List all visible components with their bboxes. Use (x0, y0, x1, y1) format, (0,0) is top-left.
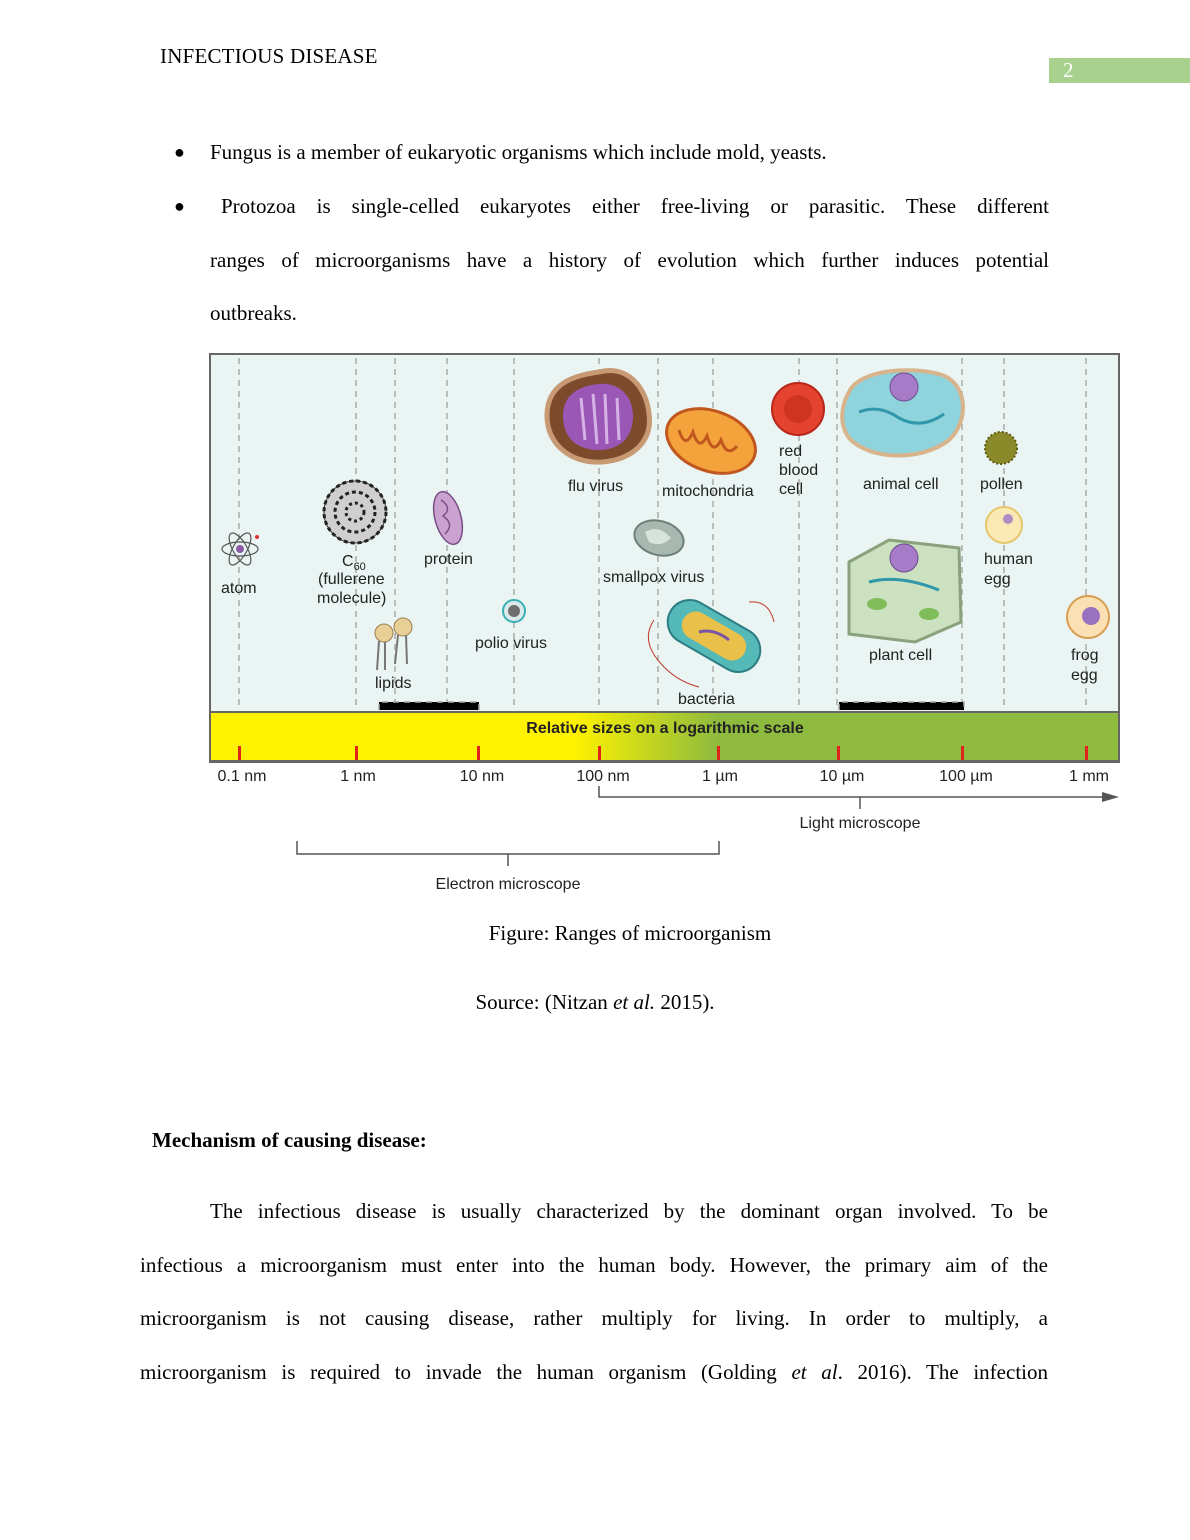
frog-egg-icon (1067, 596, 1109, 638)
label-plant-cell: plant cell (869, 647, 933, 664)
size-scale-figure (209, 352, 1121, 897)
red-blood-cell-icon (772, 383, 824, 435)
paragraph-line: microorganism is not causing disease, rather multiply for living. In order to multiply, a (140, 1306, 1048, 1330)
label-flu-virus: flu virus (568, 478, 624, 495)
bullet-item (174, 126, 1050, 180)
label-frog: frog (1071, 647, 1099, 664)
bullet-item (174, 180, 1049, 341)
label-human-egg: egg (984, 571, 1011, 588)
pollen-icon (985, 432, 1017, 464)
running-header: INFECTIOUS DISEASE (160, 44, 378, 68)
bullet-line: Protozoa is single-celled eukaryotes either free-living or parasitic. These different (221, 194, 1049, 218)
label-red: red (779, 443, 803, 460)
scale-tick-label: 100 µm (939, 768, 993, 785)
bullet-line: outbreaks. (210, 301, 297, 325)
body-paragraph (140, 1185, 1048, 1399)
label-pollen: pollen (980, 476, 1023, 493)
scale-tick-label: 1 µm (702, 768, 738, 785)
paragraph-line: microorganism is required to invade the human organism (Golding et al. 2016). The infection (140, 1359, 1048, 1384)
electron-microscope-label: Electron microscope (435, 876, 581, 893)
scale-tick-label: 10 µm (819, 768, 865, 785)
electron-microscope-range (297, 841, 719, 893)
bullet-line: ranges of microorganisms have a history of evolution which further induces potential (210, 247, 1049, 272)
animal-cell-icon (842, 370, 963, 455)
bullet-text: Fungus is a member of eukaryotic organisms which include mold, yeasts. (210, 140, 827, 164)
paragraph-line: The infectious disease is usually characterized by the dominant organ involved. To be (210, 1199, 1048, 1223)
plant-cell-icon (849, 540, 961, 642)
polio-virus-icon (503, 600, 525, 622)
paragraph-line: infectious a microorganism must enter into the human body. However, the primary aim of the (140, 1252, 1048, 1277)
section-heading: Mechanism of causing disease: (152, 1128, 427, 1152)
human-egg-icon (986, 507, 1022, 543)
label-c60: $C_{60}$ (342, 553, 366, 573)
label-mitochondria: mitochondria (662, 483, 754, 500)
label-frog-egg: egg (1071, 667, 1098, 684)
page-number: 2 (1049, 58, 1190, 83)
fullerene-icon (324, 481, 386, 543)
label-polio-virus: polio virus (475, 635, 548, 652)
scale-tick-label: 1 nm (340, 768, 376, 785)
label-cell: cell (779, 481, 804, 498)
flu-virus-icon (547, 371, 649, 463)
light-microscope-range (599, 786, 1119, 832)
light-microscope-label: Light microscope (799, 815, 921, 832)
label-atom: atom (221, 580, 257, 597)
label-smallpox-virus: smallpox virus (603, 569, 705, 586)
band-title: Relative sizes on a logarithmic scale (526, 720, 804, 737)
figure-caption: Figure: Ranges of microorganism (488, 921, 772, 945)
figure-source: Source: (Nitzan et al. 2015). (475, 990, 715, 1014)
scale-tick-label: 10 nm (459, 768, 505, 785)
label-lipids: lipids (375, 675, 412, 692)
scale-tick-label: 100 nm (576, 768, 630, 785)
scale-tick-label: 0.1 nm (217, 768, 267, 785)
label-c60-line3: molecule) (317, 590, 387, 607)
bullet-icon: ● (174, 142, 185, 162)
label-protein: protein (424, 551, 473, 568)
label-c60-line2: (fullerene (318, 571, 385, 588)
label-animal-cell: animal cell (863, 476, 939, 493)
label-human: human (984, 551, 1033, 568)
label-blood: blood (779, 462, 819, 479)
bullet-icon: ● (174, 196, 185, 216)
scale-tick-label: 1 mm (1069, 768, 1109, 785)
label-bacteria: bacteria (678, 691, 735, 708)
